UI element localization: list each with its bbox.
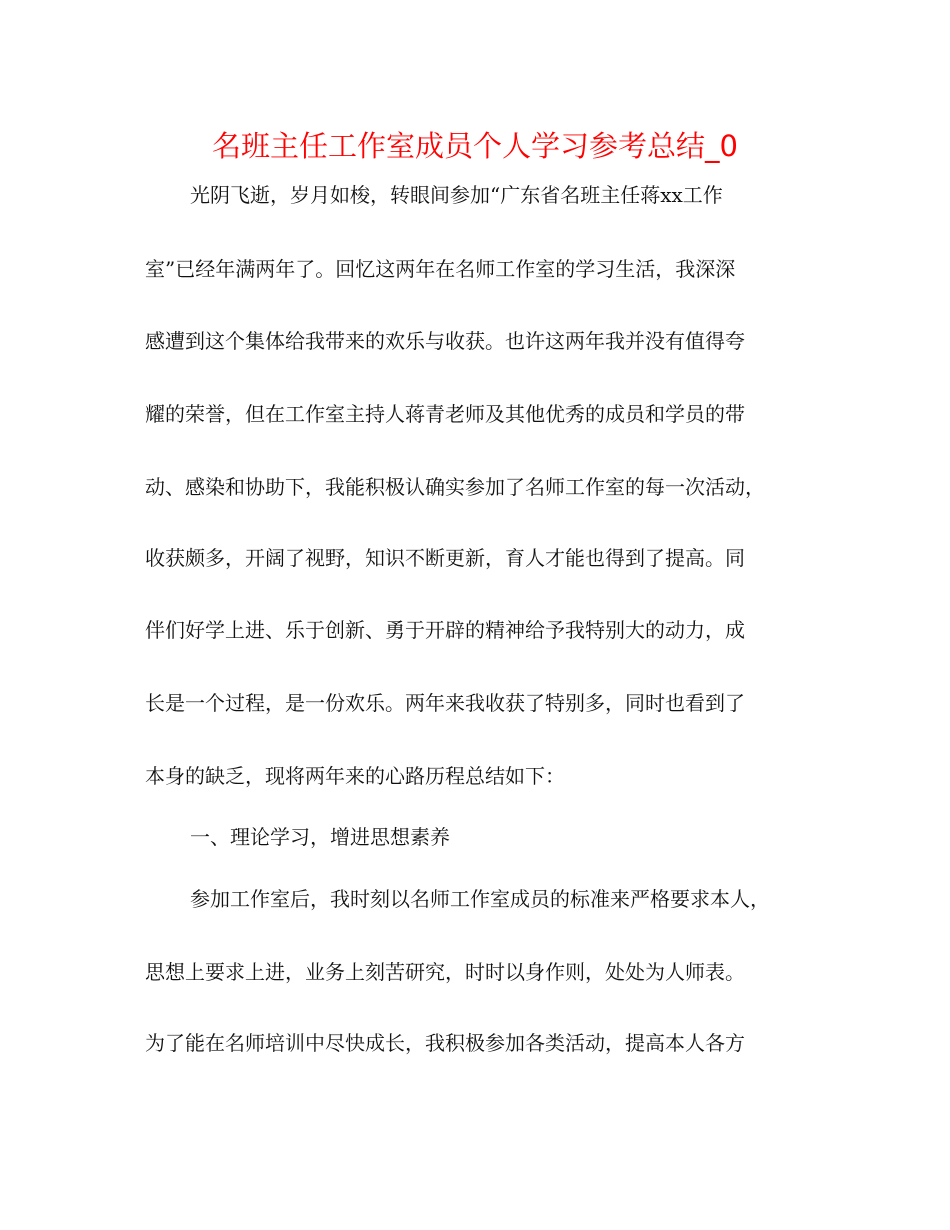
paragraph-line: 参加工作室后，我时刻以名师工作室成员的标准来严格要求本人，	[190, 887, 770, 911]
paragraph-line: 感遭到这个集体给我带来的欢乐与收获。也许这两年我并没有值得夸	[145, 329, 745, 353]
paragraph-line: 本身的缺乏，现将两年来的心路历程总结如下：	[145, 764, 565, 788]
paragraph-line: 动、感染和协助下，我能积极认确实参加了名师工作室的每一次活动，	[145, 475, 765, 499]
section-heading: 一、理论学习，增进思想素养	[190, 825, 450, 849]
paragraph-line: 伴们好学上进、乐于创新、勇于开辟的精神给予我特别大的动力，成	[145, 618, 745, 642]
paragraph-line: 思想上要求上进，业务上刻苦研究，时时以身作则，处处为人师表。	[145, 960, 745, 984]
paragraph-line: 收获颇多，开阔了视野，知识不断更新，育人才能也得到了提高。同	[145, 546, 745, 570]
document-title: 名班主任工作室成员个人学习参考总结_0	[212, 129, 738, 163]
paragraph-line: 长是一个过程，是一份欢乐。两年来我收获了特别多，同时也看到了	[145, 691, 745, 715]
paragraph-line: 耀的荣誉，但在工作室主持人蒋青老师及其他优秀的成员和学员的带	[145, 402, 745, 426]
paragraph-line: 光阴飞逝，岁月如梭，转眼间参加“广东省名班主任蒋xx工作	[190, 183, 723, 207]
paragraph-line: 室”已经年满两年了。回忆这两年在名师工作室的学习生活，我深深	[145, 257, 736, 281]
paragraph-line: 为了能在名师培训中尽快成长，我积极参加各类活动，提高本人各方	[145, 1031, 745, 1055]
